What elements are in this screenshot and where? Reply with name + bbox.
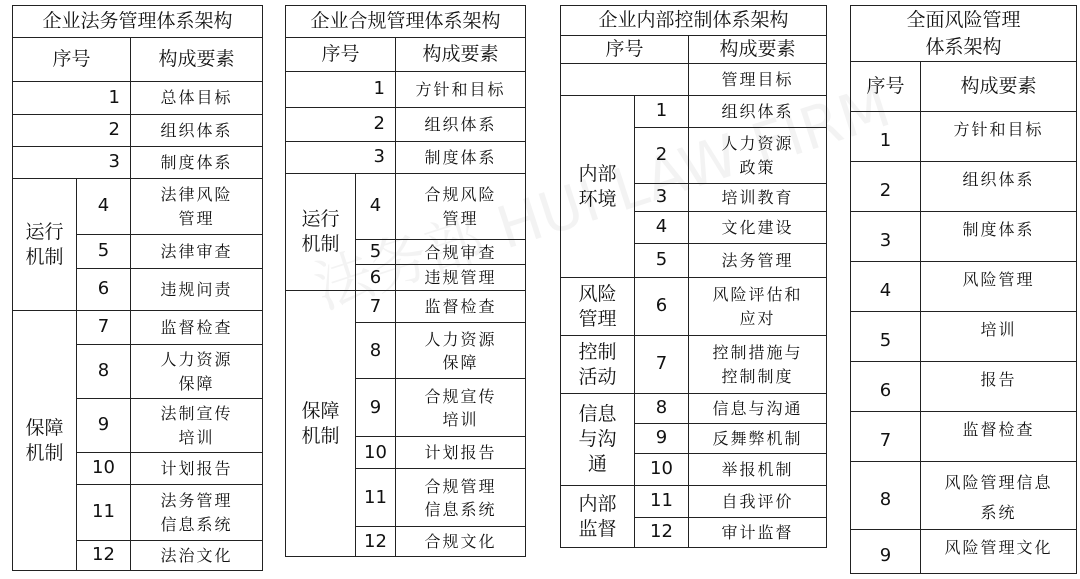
row-no: 12 [356,527,396,557]
row-item: 总体目标 [131,82,263,115]
row-no: 9 [851,529,921,573]
row-item: 组织体系 [921,162,1077,212]
group-label: 信息 与沟 通 [561,394,635,486]
row-item: 合规宣传 培训 [396,379,526,437]
row-no: 5 [635,244,689,278]
row-no: 6 [851,362,921,412]
row-no: 11 [635,486,689,518]
row-item: 控制措施与 控制制度 [689,336,827,394]
row-item: 组织体系 [689,96,827,128]
row-item: 人力资源 保障 [396,323,526,379]
table-title: 企业法务管理体系架构 [13,6,263,38]
row-no: 3 [851,212,921,262]
row-no: 6 [635,278,689,336]
row-no: 3 [77,147,131,179]
group-label: 内部 环境 [561,96,635,278]
row-item: 法律风险 管理 [131,179,263,235]
row-item: 监督检查 [396,291,526,323]
row-no: 7 [851,412,921,462]
row-no: 12 [635,518,689,548]
col-header-no: 序号 [851,62,921,112]
row-item: 审计监督 [689,518,827,548]
col-header-item: 构成要素 [689,36,827,64]
row-item: 法律审查 [131,235,263,269]
row-item: 人力资源 保障 [131,345,263,399]
col-header-item: 构成要素 [131,38,263,82]
row-no: 1 [851,112,921,162]
row-no: 5 [356,240,396,265]
row-item: 自我评价 [689,486,827,518]
col-header-no: 序号 [286,38,396,72]
row-item: 计划报告 [396,437,526,469]
row-item: 风险管理信息 系统 [921,462,1077,530]
group-label: 内部 监督 [561,486,635,548]
row-item: 组织体系 [131,115,263,147]
row-no: 4 [851,262,921,312]
row-item: 监督检查 [921,412,1077,462]
row-item: 举报机制 [689,454,827,486]
row-item: 法务管理 信息系统 [131,485,263,541]
row-no: 6 [356,265,396,291]
row-item: 反舞弊机制 [689,424,827,454]
table-title: 企业内部控制体系架构 [561,6,827,36]
row-item: 风险管理文化 [921,529,1077,573]
row-item: 合规文化 [396,527,526,557]
row-item: 法务管理 [689,244,827,278]
row-no: 12 [77,541,131,571]
row-no: 9 [635,424,689,454]
row-no: 2 [356,108,396,142]
row-item: 合规管理 信息系统 [396,469,526,527]
legal-management-table [12,5,263,571]
group-label: 保障 机制 [13,311,77,571]
row-no: 9 [356,379,396,437]
row-no: 3 [635,184,689,212]
row-no: 6 [77,269,131,311]
row-item: 合规审查 [396,240,526,265]
col-header-no: 序号 [561,36,689,64]
col-header-item: 构成要素 [921,62,1077,112]
row-no: 2 [851,162,921,212]
row-item: 违规管理 [396,265,526,291]
row-item: 法治文化 [131,541,263,571]
row-item: 违规问责 [131,269,263,311]
row-no: 8 [635,394,689,424]
row-item: 人力资源 政策 [689,128,827,184]
col-header-item: 构成要素 [396,38,526,72]
row-no: 8 [356,323,396,379]
row-no: 1 [77,82,131,115]
row-no: 1 [356,72,396,108]
col-header-no: 序号 [13,38,131,82]
row-no: 4 [635,212,689,244]
row-no: 5 [851,312,921,362]
row-item: 方针和目标 [921,112,1077,162]
row-no: 4 [356,174,396,240]
row-item: 计划报告 [131,453,263,485]
row-item: 风险管理 [921,262,1077,312]
row-item: 培训教育 [689,184,827,212]
row-no: 10 [356,437,396,469]
row-no: 8 [851,462,921,530]
table-title: 企业合规管理体系架构 [286,6,526,38]
row-item: 文化建设 [689,212,827,244]
internal-control-table [560,5,827,548]
row-no: 11 [356,469,396,527]
row-no: 2 [77,115,131,147]
group-label: 保障 机制 [286,291,356,557]
row-item: 方针和目标 [396,72,526,108]
row-no: 7 [356,291,396,323]
row-no: 11 [77,485,131,541]
row-item: 法制宣传 培训 [131,399,263,453]
row-item: 合规风险 管理 [396,174,526,240]
row-no: 8 [77,345,131,399]
row-item: 制度体系 [921,212,1077,262]
row-no: 7 [77,311,131,345]
row-no: 7 [635,336,689,394]
row-item: 制度体系 [396,142,526,174]
row-item: 制度体系 [131,147,263,179]
row-item: 培训 [921,312,1077,362]
row-item: 报告 [921,362,1077,412]
table-title: 全面风险管理 体系架构 [851,6,1077,62]
row-no: 1 [635,96,689,128]
row-no: 2 [635,128,689,184]
group-label: 控制 活动 [561,336,635,394]
row-no: 5 [77,235,131,269]
group-label: 运行 机制 [286,174,356,291]
row-no: 4 [77,179,131,235]
risk-management-table [850,5,1077,574]
row-item: 信息与沟通 [689,394,827,424]
row-no: 3 [356,142,396,174]
row-item: 监督检查 [131,311,263,345]
row-item: 组织体系 [396,108,526,142]
row-no: 10 [635,454,689,486]
group-label: 风险 管理 [561,278,635,336]
row-item: 风险评估和 应对 [689,278,827,336]
row-no: 9 [77,399,131,453]
compliance-management-table [285,5,526,557]
group-label: 运行 机制 [13,179,77,311]
row-no: 10 [77,453,131,485]
goal-cell: 管理目标 [689,64,827,96]
